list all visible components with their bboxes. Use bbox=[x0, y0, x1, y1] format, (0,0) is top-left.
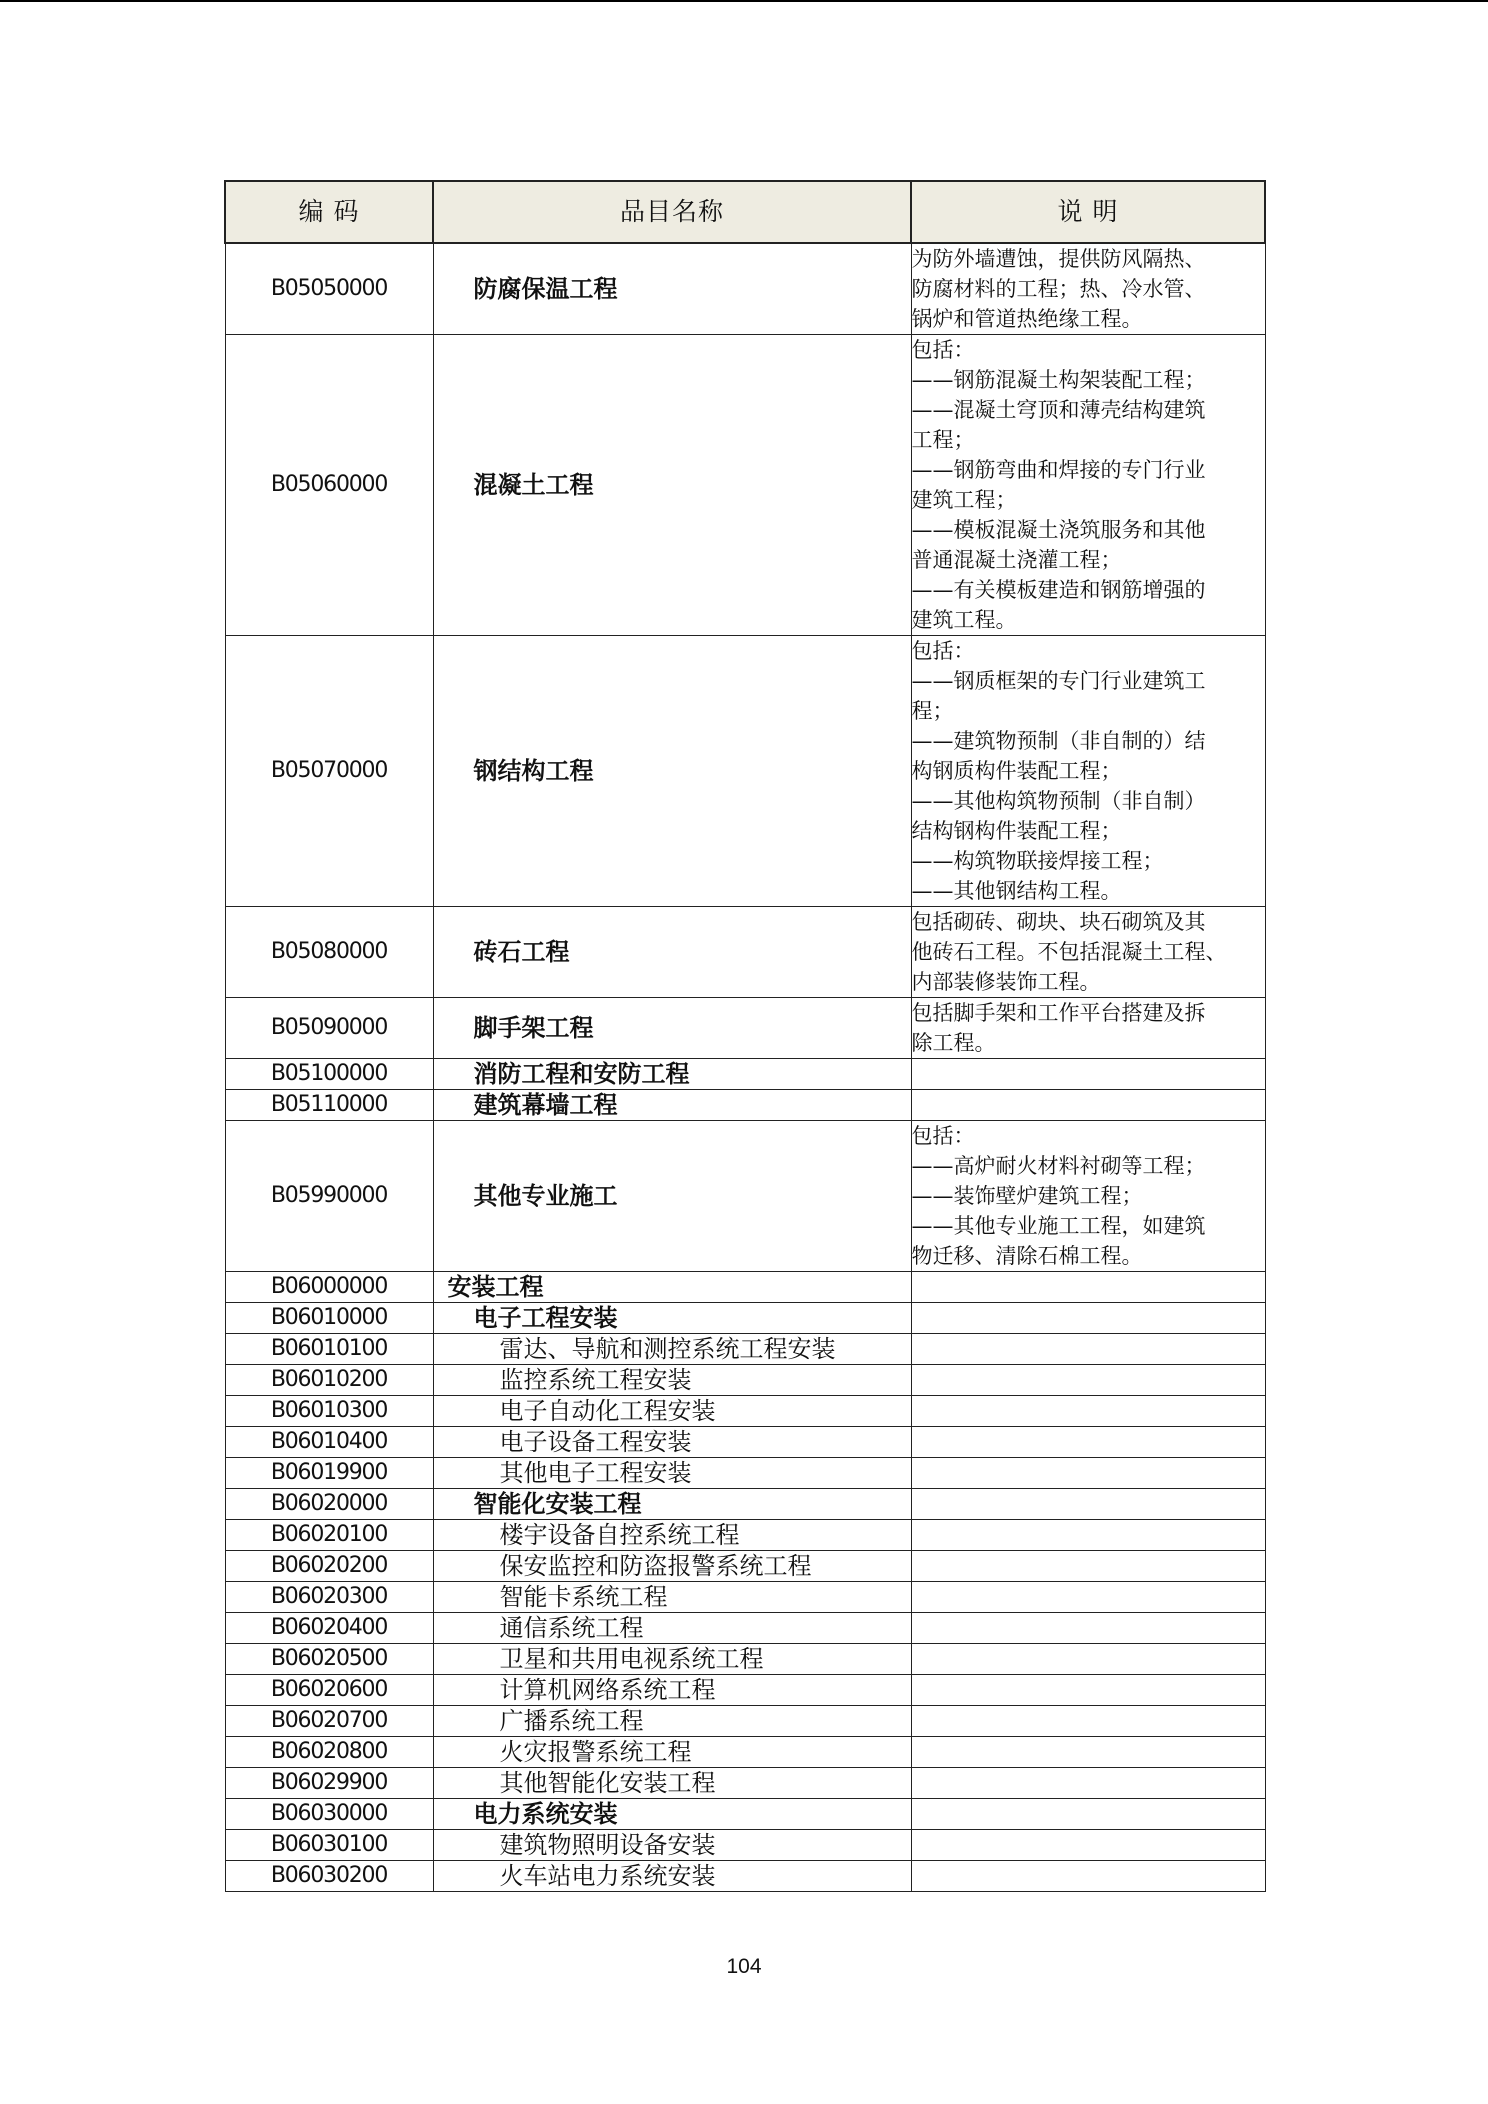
table-row bbox=[225, 1644, 1265, 1675]
item-name: 防腐保温工程 bbox=[433, 243, 911, 335]
item-code: B06010300 bbox=[225, 1396, 433, 1427]
table-row bbox=[225, 1520, 1265, 1551]
description-line: ——高炉耐火材料衬砌等工程； bbox=[911, 1154, 1206, 1178]
item-code: B06020300 bbox=[225, 1582, 433, 1613]
table-row bbox=[225, 907, 1265, 998]
item-name: 其他专业施工 bbox=[433, 1121, 911, 1272]
table-row bbox=[225, 243, 1265, 335]
item-code: B05050000 bbox=[225, 243, 433, 335]
table-body bbox=[225, 243, 1265, 1892]
item-code: B06010200 bbox=[225, 1365, 433, 1396]
table-row bbox=[225, 335, 1265, 636]
item-description bbox=[911, 1582, 1265, 1613]
item-description bbox=[911, 335, 1265, 636]
description-line: 防腐材料的工程；热、冷水管、 bbox=[911, 277, 1206, 301]
table-row bbox=[225, 1830, 1265, 1861]
table-row bbox=[225, 998, 1265, 1059]
table-row bbox=[225, 1458, 1265, 1489]
page-number: 104 bbox=[726, 1955, 762, 1978]
item-description bbox=[911, 1644, 1265, 1675]
item-description bbox=[911, 1768, 1265, 1799]
item-name: 火灾报警系统工程 bbox=[433, 1737, 911, 1768]
item-description bbox=[911, 1059, 1265, 1090]
item-name: 钢结构工程 bbox=[433, 636, 911, 907]
item-code: B06010100 bbox=[225, 1334, 433, 1365]
description-line: 内部装修装饰工程。 bbox=[911, 970, 1101, 994]
table-row bbox=[225, 1427, 1265, 1458]
table-row bbox=[225, 1613, 1265, 1644]
table-row bbox=[225, 1675, 1265, 1706]
item-name: 火车站电力系统安装 bbox=[433, 1861, 911, 1892]
item-name: 广播系统工程 bbox=[433, 1706, 911, 1737]
item-description bbox=[911, 1520, 1265, 1551]
item-name: 建筑物照明设备安装 bbox=[433, 1830, 911, 1861]
table-row bbox=[225, 1059, 1265, 1090]
item-code: B05060000 bbox=[225, 335, 433, 636]
top-border-line bbox=[0, 0, 1488, 2]
item-name: 其他电子工程安装 bbox=[433, 1458, 911, 1489]
table-row bbox=[225, 1121, 1265, 1272]
catalog-table bbox=[224, 180, 1266, 1892]
item-description bbox=[911, 1396, 1265, 1427]
item-description bbox=[911, 1121, 1265, 1272]
description-line: ——模板混凝土浇筑服务和其他 bbox=[911, 518, 1206, 542]
item-description bbox=[911, 1830, 1265, 1861]
description-line: ——其他钢结构工程。 bbox=[911, 879, 1122, 903]
table-row bbox=[225, 1551, 1265, 1582]
item-code: B06020000 bbox=[225, 1489, 433, 1520]
item-code: B06010400 bbox=[225, 1427, 433, 1458]
description-line: ——钢筋弯曲和焊接的专门行业 bbox=[911, 458, 1206, 482]
item-code: B05090000 bbox=[225, 998, 433, 1059]
item-code: B06020400 bbox=[225, 1613, 433, 1644]
item-code: B05990000 bbox=[225, 1121, 433, 1272]
item-description bbox=[911, 1551, 1265, 1582]
item-name: 混凝土工程 bbox=[433, 335, 911, 636]
table-row bbox=[225, 1768, 1265, 1799]
description-line: 物迁移、清除石棉工程。 bbox=[911, 1244, 1143, 1268]
item-code: B06030100 bbox=[225, 1830, 433, 1861]
item-name: 智能化安装工程 bbox=[433, 1489, 911, 1520]
item-code: B06030000 bbox=[225, 1799, 433, 1830]
item-code: B05110000 bbox=[225, 1090, 433, 1121]
table-header bbox=[225, 181, 1265, 243]
item-description bbox=[911, 1737, 1265, 1768]
item-description bbox=[911, 1706, 1265, 1737]
item-name: 计算机网络系统工程 bbox=[433, 1675, 911, 1706]
item-name: 通信系统工程 bbox=[433, 1613, 911, 1644]
description-line: 为防外墙遭蚀，提供防风隔热、 bbox=[911, 247, 1206, 271]
item-name: 雷达、导航和测控系统工程安装 bbox=[433, 1334, 911, 1365]
header-row bbox=[225, 181, 1265, 243]
item-description bbox=[911, 243, 1265, 335]
item-code: B05100000 bbox=[225, 1059, 433, 1090]
description-line: 建筑工程。 bbox=[911, 608, 1017, 632]
item-name: 智能卡系统工程 bbox=[433, 1582, 911, 1613]
item-name: 砖石工程 bbox=[433, 907, 911, 998]
description-line: 包括脚手架和工作平台搭建及拆 bbox=[911, 1001, 1206, 1025]
item-description bbox=[911, 1303, 1265, 1334]
item-code: B06020700 bbox=[225, 1706, 433, 1737]
table-row bbox=[225, 1396, 1265, 1427]
item-description bbox=[911, 1799, 1265, 1830]
item-description bbox=[911, 1861, 1265, 1892]
item-name: 电子设备工程安装 bbox=[433, 1427, 911, 1458]
item-name: 消防工程和安防工程 bbox=[433, 1059, 911, 1090]
item-name: 建筑幕墙工程 bbox=[433, 1090, 911, 1121]
description-line: 程； bbox=[911, 699, 954, 723]
description-line: ——有关模板建造和钢筋增强的 bbox=[911, 578, 1206, 602]
item-code: B06020100 bbox=[225, 1520, 433, 1551]
description-line: 包括砌砖、砌块、块石砌筑及其 bbox=[911, 910, 1206, 934]
item-name: 其他智能化安装工程 bbox=[433, 1768, 911, 1799]
item-description bbox=[911, 1334, 1265, 1365]
item-code: B06000000 bbox=[225, 1272, 433, 1303]
table-row bbox=[225, 1090, 1265, 1121]
item-code: B06020200 bbox=[225, 1551, 433, 1582]
item-description bbox=[911, 1427, 1265, 1458]
description-line: ——其他专业施工工程，如建筑 bbox=[911, 1214, 1206, 1238]
item-description bbox=[911, 636, 1265, 907]
description-line: ——建筑物预制（非自制的）结 bbox=[911, 729, 1206, 753]
table-row bbox=[225, 1303, 1265, 1334]
header-description: 说 明 bbox=[911, 181, 1265, 243]
table-row bbox=[225, 1799, 1265, 1830]
table-row bbox=[225, 1737, 1265, 1768]
item-name: 安装工程 bbox=[433, 1272, 911, 1303]
description-line: 包括： bbox=[911, 1124, 975, 1148]
item-name: 脚手架工程 bbox=[433, 998, 911, 1059]
table-row bbox=[225, 1706, 1265, 1737]
description-line: 他砖石工程。不包括混凝土工程、 bbox=[911, 940, 1227, 964]
description-line: 包括： bbox=[911, 639, 975, 663]
table-row bbox=[225, 1272, 1265, 1303]
item-name: 电子工程安装 bbox=[433, 1303, 911, 1334]
header-code: 编 码 bbox=[225, 181, 433, 243]
description-line: ——装饰壁炉建筑工程； bbox=[911, 1184, 1143, 1208]
table-row bbox=[225, 1334, 1265, 1365]
description-line: 包括： bbox=[911, 338, 975, 362]
table-row bbox=[225, 1861, 1265, 1892]
description-line: ——钢质框架的专门行业建筑工 bbox=[911, 669, 1206, 693]
item-description bbox=[911, 907, 1265, 998]
table-row bbox=[225, 1582, 1265, 1613]
item-code: B05070000 bbox=[225, 636, 433, 907]
item-description bbox=[911, 1489, 1265, 1520]
description-line: 锅炉和管道热绝缘工程。 bbox=[911, 307, 1143, 331]
table-row bbox=[225, 636, 1265, 907]
description-line: ——其他构筑物预制（非自制） bbox=[911, 789, 1206, 813]
table-row bbox=[225, 1489, 1265, 1520]
item-description bbox=[911, 1090, 1265, 1121]
item-description bbox=[911, 1613, 1265, 1644]
item-name: 电力系统安装 bbox=[433, 1799, 911, 1830]
item-description bbox=[911, 998, 1265, 1059]
item-code: B06019900 bbox=[225, 1458, 433, 1489]
description-line: 工程； bbox=[911, 428, 975, 452]
item-name: 保安监控和防盗报警系统工程 bbox=[433, 1551, 911, 1582]
description-line: ——钢筋混凝土构架装配工程； bbox=[911, 368, 1206, 392]
item-code: B06029900 bbox=[225, 1768, 433, 1799]
description-line: 除工程。 bbox=[911, 1031, 996, 1055]
item-code: B06030200 bbox=[225, 1861, 433, 1892]
item-name: 卫星和共用电视系统工程 bbox=[433, 1644, 911, 1675]
item-name: 楼宇设备自控系统工程 bbox=[433, 1520, 911, 1551]
item-description bbox=[911, 1458, 1265, 1489]
description-line: ——混凝土穹顶和薄壳结构建筑 bbox=[911, 398, 1206, 422]
item-description bbox=[911, 1675, 1265, 1706]
description-line: 建筑工程； bbox=[911, 488, 1017, 512]
item-name: 电子自动化工程安装 bbox=[433, 1396, 911, 1427]
item-code: B05080000 bbox=[225, 907, 433, 998]
item-code: B06020800 bbox=[225, 1737, 433, 1768]
item-description bbox=[911, 1365, 1265, 1396]
item-code: B06020500 bbox=[225, 1644, 433, 1675]
description-line: ——构筑物联接焊接工程； bbox=[911, 849, 1164, 873]
item-name: 监控系统工程安装 bbox=[433, 1365, 911, 1396]
description-line: 构钢质构件装配工程； bbox=[911, 759, 1122, 783]
table-row bbox=[225, 1365, 1265, 1396]
item-code: B06020600 bbox=[225, 1675, 433, 1706]
item-description bbox=[911, 1272, 1265, 1303]
description-line: 普通混凝土浇灌工程； bbox=[911, 548, 1122, 572]
header-name: 品目名称 bbox=[433, 181, 911, 243]
item-code: B06010000 bbox=[225, 1303, 433, 1334]
description-line: 结构钢构件装配工程； bbox=[911, 819, 1122, 843]
